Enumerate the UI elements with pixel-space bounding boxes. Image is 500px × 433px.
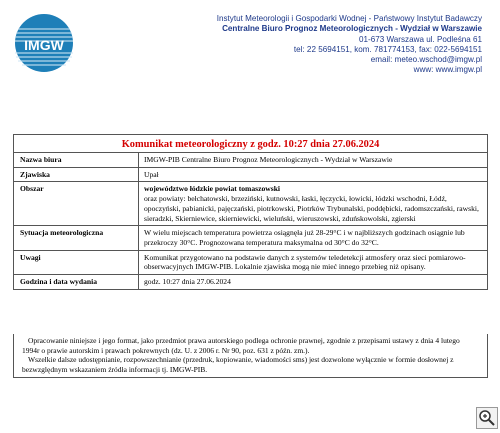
distribution-paragraph: Wszelkie dalsze udostępnianie, rozpowszechnianie (przedruk, kopiowanie, wiadomości sms) jest dozwolone wyłącznie w formie dosłownej z bezwzględnym wskazaniem źródła informacji tj. IMGW-PIB. xyxy=(22,355,454,374)
row-label: Obszar xyxy=(14,182,139,226)
zoom-icon[interactable] xyxy=(476,407,498,429)
bulletin-table xyxy=(14,152,487,289)
row-label: Nazwa biura xyxy=(14,153,139,168)
org-line-address: 01-673 Warszawa ul. Podleśna 61 xyxy=(359,34,482,44)
row-value xyxy=(139,182,488,226)
org-line-email[interactable]: email: meteo.wschod@imgw.pl xyxy=(370,55,482,65)
row-value: Komunikat przygotowano na podstawie danych z systemów teledetekcji atmosfery oraz sieci pomiarowo-obserwacyjnych IMGW-PIB. Lokalnie zjawiska mogą nie mieć innego przebieg niż opisany. xyxy=(139,250,488,274)
row-value: IMGW-PIB Centralne Biuro Prognoz Meteorologicznych - Wydział w Warszawie xyxy=(139,153,488,168)
table-row xyxy=(14,153,487,168)
table-row xyxy=(14,250,487,274)
imgw-logo xyxy=(14,13,74,73)
organization-header xyxy=(217,14,482,76)
row-label: Godzina i data wydania xyxy=(14,275,139,289)
table-row xyxy=(14,182,487,226)
org-line-www[interactable]: www: www.imgw.pl xyxy=(413,65,482,75)
logo-text: IMGW xyxy=(24,37,64,53)
bulletin-title: Komunikat meteorologiczny z godz. 10:27 dnia 27.06.2024 xyxy=(121,139,380,150)
org-line-phone: tel: 22 5694151, kom. 781774153, fax: 022-5694151 xyxy=(293,44,482,54)
org-line-institute: Instytut Meteorologii i Gospodarki Wodnej - Państwowy Instytut Badawczy xyxy=(216,14,482,23)
area-main: województwo łódzkie powiat tomaszowski xyxy=(144,184,281,194)
copyright-notice xyxy=(13,334,488,378)
org-line-bureau: Centralne Biuro Prognoz Meteorologicznych - Wydział w Warszawie xyxy=(222,24,482,34)
table-row xyxy=(14,167,487,182)
row-value: W wielu miejscach temperatura powietrza osiągnęła już 28-29°C i w najbliższych godzinach osiągnie lub przekroczy 30°C. Prognozowana temperatura maksymalna od 30°C do 32°C. xyxy=(139,226,488,250)
area-details: oraz powiaty: bełchatowski, brzeziński, kutnowski, łaski, łęczycki, łowicki, łódzki wschodni, Łódź, opoczyński, pabianicki, pajęczański, piotrkowski, Piotrków Trybunalski, poddębicki, radomszczański, rawski, sieradzki, Skierniewice, skierniewicki, wieluński, wieruszowski, zduńskowolski, zgierski xyxy=(144,194,479,223)
bulletin-document xyxy=(13,134,488,290)
row-label: Uwagi xyxy=(14,250,139,274)
table-row xyxy=(14,226,487,250)
row-value: godz. 10:27 dnia 27.06.2024 xyxy=(139,275,488,289)
row-label: Sytuacja meteorologiczna xyxy=(14,226,139,250)
row-value: Upał xyxy=(139,167,488,182)
table-row xyxy=(14,275,487,289)
copyright-paragraph: Opracowanie niniejsze i jego format, jako przedmiot prawa autorskiego podlega ochronie prawnej, zgodnie z przepisami ustawy z dnia 4 lutego 1994r o prawie autorskim i prawach pokrewnych (dz. U. z 2006 r. Nr 90, poz. 631 z późn. zm.). xyxy=(22,336,460,355)
row-label: Zjawiska xyxy=(14,167,139,182)
